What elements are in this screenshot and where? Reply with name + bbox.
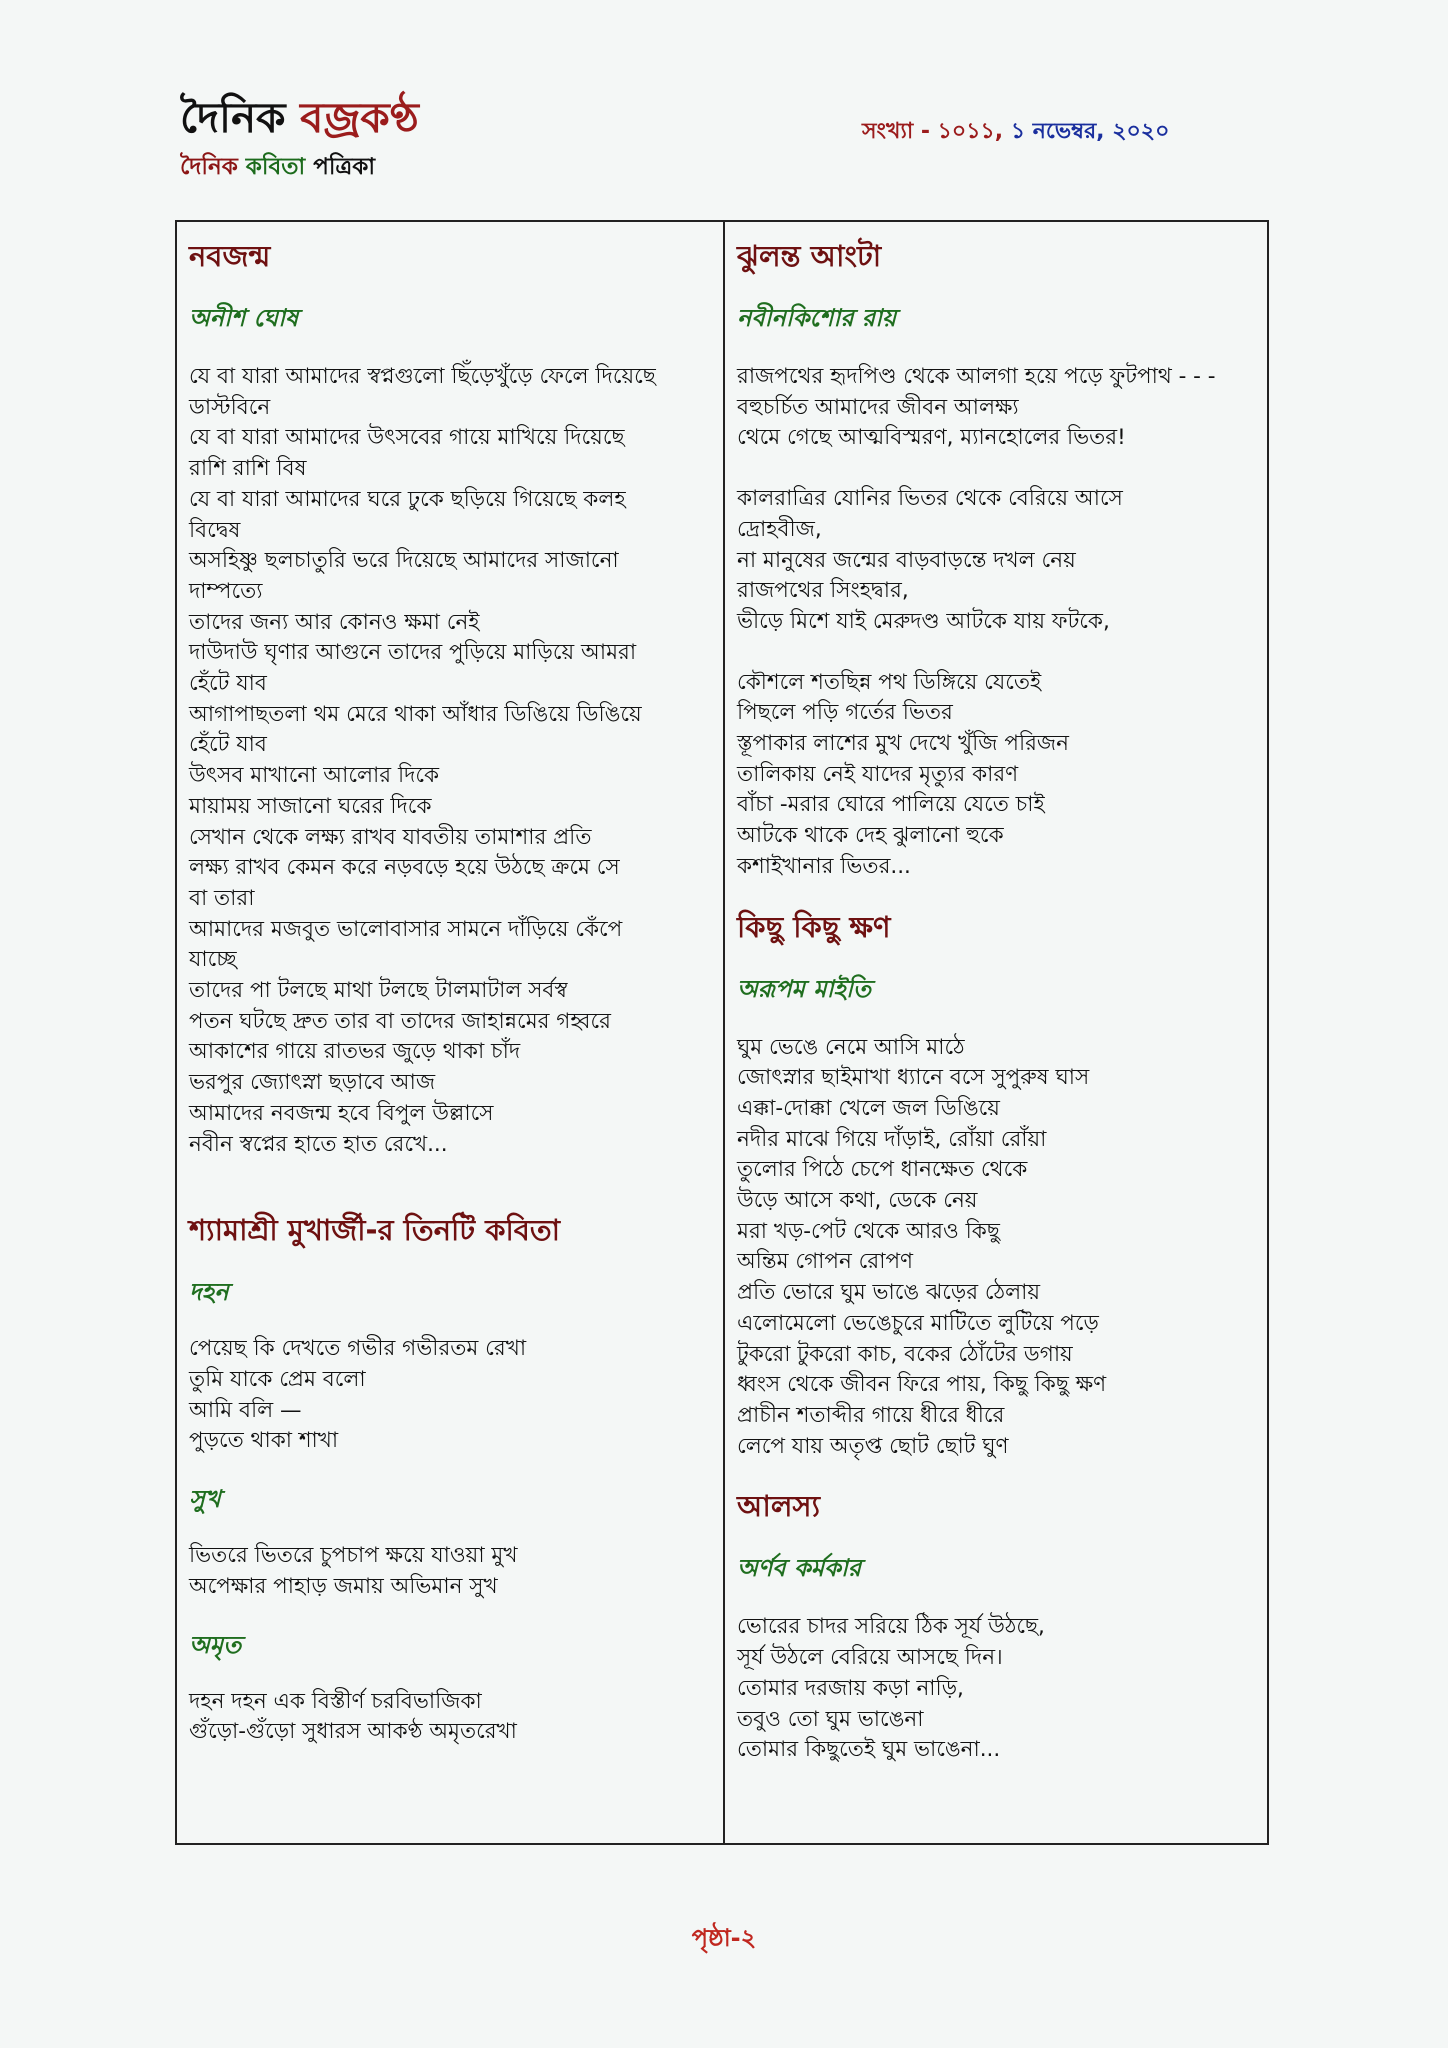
issue-info xyxy=(862,114,1169,151)
poem-line: জোৎস্নার ছাইমাখা ধ্যানে বসে সুপুরুষ ঘাস xyxy=(737,1065,1090,1091)
poem-line: কালরাত্রির যোনির ভিতর থেকে বেরিয়ে আসে xyxy=(737,486,1123,512)
section-title: শ্যামাশ্রী মুখার্জী-র তিনটি কবিতা xyxy=(189,1213,561,1248)
brand-word-1: দৈনিক xyxy=(180,93,301,142)
poem-line: তুমি যাকে প্রেম বলো xyxy=(189,1366,366,1392)
poem-line: আকাশের গায়ে রাতভর জুড়ে থাকা চাঁদ xyxy=(189,1039,521,1065)
poem-title: আলস্য xyxy=(737,1489,821,1524)
newspaper-name xyxy=(180,92,419,144)
tagline-word-1: দৈনিক xyxy=(180,154,246,180)
poem-line: লক্ষ্য রাখব কেমন করে নড়বড়ে হয়ে উঠছে ক্রমে সে xyxy=(189,855,620,881)
poem-body xyxy=(737,362,1262,883)
poem-title: ঝুলন্ত আংটা xyxy=(737,239,882,273)
poem-line: ভরপুর জ্যোৎস্না ছড়াবে আজ xyxy=(189,1070,436,1096)
poem-line: থেমে গেছে আত্মবিস্মরণ, ম্যানহোলের ভিতর! xyxy=(737,425,1126,451)
poem-author: অরূপম মাইতি xyxy=(737,974,871,1003)
poem-line: বহুচর্চিত আমাদের জীবন আলক্ষ্য xyxy=(737,394,1019,420)
poem-line: বিদ্বেষ xyxy=(189,517,241,543)
poem-line: স্তূপাকার লাশের মুখ দেখে খুঁজি পরিজন xyxy=(737,731,1069,757)
poem-line: পুড়তে থাকা শাখা xyxy=(189,1428,339,1454)
poem-line: নদীর মাঝে গিয়ে দাঁড়াই, রোঁয়া রোঁয়া xyxy=(737,1126,1047,1152)
poem-body xyxy=(737,1033,1262,1463)
poem-line: তোমার কিছুতেই ঘুম ভাঙেনা... xyxy=(737,1737,1001,1763)
poem-line: উৎসব মাখানো আলোর দিকে xyxy=(189,763,440,789)
masthead xyxy=(180,92,419,187)
tagline-word-2: কবিতা xyxy=(245,154,314,180)
poem-line: বাঁচা -মরার ঘোরে পালিয়ে যেতে চাই xyxy=(737,792,1045,818)
poem-line: কৌশলে শতছিন্ন পথ ডিঙ্গিয়ে যেতেই xyxy=(737,669,1042,695)
poem-line: হেঁটে যাব xyxy=(189,732,267,758)
poem-line: দাউদাউ ঘৃণার আগুনে তাদের পুড়িয়ে মাড়িয়ে আমরা xyxy=(189,640,637,666)
poem-author: নবীনকিশোর রায় xyxy=(737,304,897,332)
poem-body xyxy=(189,362,714,1160)
poem-body xyxy=(189,1334,714,1457)
poem-line: উড়ে আসে কথা, ডেকে নেয় xyxy=(737,1188,978,1214)
poem-body xyxy=(737,1612,1262,1766)
content-frame xyxy=(175,220,1269,1845)
poem-line: ভীড়ে মিশে যাই মেরুদণ্ড আটকে যায় ফটকে, xyxy=(737,608,1110,634)
poem-author: অর্ণব কর্মকার xyxy=(737,1554,862,1583)
poem-title: সুখ xyxy=(189,1485,221,1514)
poem-line: তবুও তো ঘুম ভাঙেনা xyxy=(737,1706,924,1732)
stanza-gap xyxy=(737,638,1262,668)
left-column xyxy=(189,234,714,1748)
poem-line: দাম্পত্যে xyxy=(189,578,263,604)
poem-line: এলোমেলো ভেঙেচুরে মাটিতে লুটিয়ে পড়ে xyxy=(737,1310,1099,1336)
poem-line: রাশি রাশি বিষ xyxy=(189,456,307,482)
stanza-gap xyxy=(737,454,1262,484)
poem-line: পতন ঘটছে দ্রুত তার বা তাদের জাহান্নমের গহ্বরে xyxy=(189,1008,611,1034)
right-column xyxy=(737,234,1262,1766)
poem-line: তালিকায় নেই যাদের মৃত্যুর কারণ xyxy=(737,761,1019,787)
poem-line: সূর্য উঠলে বেরিয়ে আসছে দিন। xyxy=(737,1645,1003,1671)
issue-number: সংখ্যা - ১০১১, xyxy=(862,119,1011,144)
poem-title: কিছু কিছু ক্ষণ xyxy=(737,909,891,944)
brand-word-2: বজ্রকণ্ঠ xyxy=(300,93,419,142)
poem-line: গুঁড়ো-গুঁড়ো সুধারস আকণ্ঠ অমৃতরেখা xyxy=(189,1719,517,1745)
page-number: পৃষ্ঠা-২ xyxy=(691,1924,757,1952)
poem-author: অনীশ ঘোষ xyxy=(189,304,299,332)
poem-line: এক্কা-দোক্কা খেলে জল ডিঙিয়ে xyxy=(737,1095,1000,1121)
poem-line: মায়াময় সাজানো ঘরের দিকে xyxy=(189,793,432,819)
column-divider xyxy=(723,222,725,1843)
poem-title: দহন xyxy=(189,1278,229,1307)
poem-line: তাদের জন্য আর কোনও ক্ষমা নেই xyxy=(189,609,480,635)
poem-line: না মানুষের জন্মের বাড়বাড়ন্তে দখল নেয় xyxy=(737,547,1076,573)
poem-line: মরা খড়-পেট থেকে আরও কিছু xyxy=(737,1218,1000,1244)
tagline xyxy=(180,148,419,187)
poem-line: যে বা যারা আমাদের উৎসবের গায়ে মাখিয়ে দিয়েছে xyxy=(189,425,625,451)
poem-line: তাদের পা টলছে মাথা টলছে টালমাটাল সর্বস্ব xyxy=(189,978,568,1004)
poem-line: দহন দহন এক বিস্তীর্ণ চরবিভাজিকা xyxy=(189,1688,482,1714)
poem-line: হেঁটে যাব xyxy=(189,671,267,697)
poem-line: ধ্বংস থেকে জীবন ফিরে পায়, কিছু কিছু ক্ষণ xyxy=(737,1372,1107,1398)
poem-line: পিছলে পড়ি গর্তের ভিতর xyxy=(737,700,953,726)
poem-line: দ্রোহবীজ, xyxy=(737,516,822,542)
poem-line: ঘুম ভেঙে নেমে আসি মাঠে xyxy=(737,1034,965,1060)
poem-line: ভিতরে ভিতরে চুপচাপ ক্ষয়ে যাওয়া মুখ xyxy=(189,1543,518,1569)
poem-line: কশাইখানার ভিতর... xyxy=(737,853,911,879)
poem-line: আটকে থাকে দেহ ঝুলানো হুকে xyxy=(737,823,1004,849)
poem-line: তোমার দরজায় কড়া নাড়ি, xyxy=(737,1675,964,1701)
poem-line: আমাদের নবজন্ম হবে বিপুল উল্লাসে xyxy=(189,1100,494,1126)
poem-line: ভোরের চাদর সরিয়ে ঠিক সূর্য উঠছে, xyxy=(737,1614,1045,1640)
poem-line: প্রাচীন শতাব্দীর গায়ে ধীরে ধীরে xyxy=(737,1402,1005,1428)
poem-line: রাজপথের সিংহদ্বার, xyxy=(737,578,909,604)
poem-line: অসহিষ্ণু ছলচাতুরি ভরে দিয়েছে আমাদের সাজানো xyxy=(189,548,619,574)
poem-line: আগাপাছতলা থম মেরে থাকা আঁধার ডিঙিয়ে ডিঙিয়ে xyxy=(189,701,642,727)
poem-line: যাচ্ছে xyxy=(189,947,237,973)
poem-line: টুকরো টুকরো কাচ, বকের ঠোঁটের ডগায় xyxy=(737,1341,1073,1367)
poem-line: ডাস্টবিনে xyxy=(189,394,271,420)
poem-title: অমৃত xyxy=(189,1630,242,1659)
poem-line: সেখান থেকে লক্ষ্য রাখব যাবতীয় তামাশার প্রতি xyxy=(189,824,592,850)
poem-line: আমি বলি — xyxy=(189,1397,302,1423)
poem-line: যে বা যারা আমাদের ঘরে ঢুকে ছড়িয়ে গিয়েছে কলহ xyxy=(189,486,626,512)
issue-date: ১ নভেম্বর, ২০২০ xyxy=(1010,119,1170,144)
poem-body xyxy=(189,1541,714,1602)
poem-line: তুলোর পিঠে চেপে ধানক্ষেত থেকে xyxy=(737,1157,1028,1183)
poem-line: আমাদের মজবুত ভালোবাসার সামনে দাঁড়িয়ে কেঁপে xyxy=(189,916,623,942)
poem-line: লেপে যায় অতৃপ্ত ছোট ছোট ঘুণ xyxy=(737,1433,1009,1459)
poem-line: যে বা যারা আমাদের স্বপ্নগুলো ছিঁড়েখুঁড়ে ফেলে দিয়েছে xyxy=(189,364,656,389)
poem-line: অপেক্ষার পাহাড় জমায় অভিমান সুখ xyxy=(189,1573,498,1599)
poem-body xyxy=(189,1687,714,1748)
poem-title: নবজন্ম xyxy=(189,239,271,273)
poem-line: বা তারা xyxy=(189,885,255,911)
poem-line: পেয়েছ কি দেখতে গভীর গভীরতম রেখা xyxy=(189,1336,527,1362)
poem-line: প্রতি ভোরে ঘুম ভাঙে ঝড়ের ঠেলায় xyxy=(737,1280,1041,1306)
poem-line: নবীন স্বপ্নের হাতে হাত রেখে... xyxy=(189,1131,448,1157)
tagline-word-3: পত্রিকা xyxy=(313,154,376,180)
poem-line: অন্তিম গোপন রোপণ xyxy=(737,1249,914,1275)
poem-line: রাজপথের হৃদপিণ্ড থেকে আলগা হয়ে পড়ে ফুটপাথ - - - xyxy=(737,364,1216,389)
